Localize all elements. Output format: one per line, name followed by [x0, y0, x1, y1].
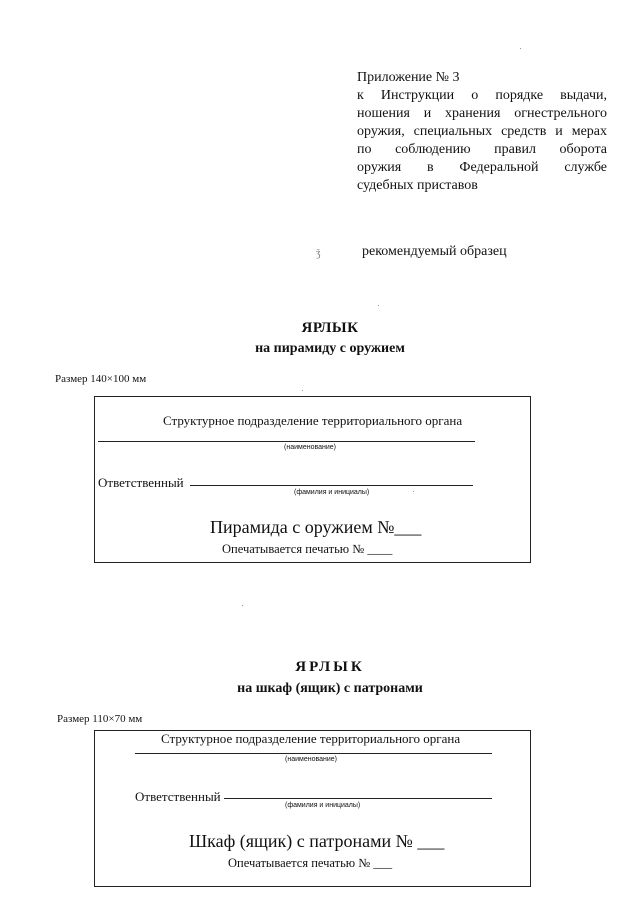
appendix-reference [357, 87, 607, 195]
sample-note: рекомендуемый образец [362, 244, 507, 259]
pyramid-number-text: Пирамида с оружием №___ [210, 517, 422, 537]
responsible-caption: (фамилия и инициалы) [294, 489, 370, 496]
appendix-line: ношения и хранения огнестрельного [357, 106, 607, 121]
scan-speck [302, 390, 303, 391]
label-cabinet-title: ЯРЛЫК [295, 659, 365, 675]
scan-speck [378, 305, 379, 306]
appendix-line: к Инструкции о порядке выдачи, [357, 88, 607, 103]
label-pyramid-subtitle: на пирамиду с оружием [255, 341, 405, 356]
cabinet-number-text: Шкаф (ящик) с патронами № ___ [189, 831, 445, 851]
org-unit-text: Структурное подразделение территориального органа [161, 731, 461, 746]
responsible-line [190, 485, 473, 486]
label-pyramid-size: Размер 140×100 мм [55, 373, 147, 385]
seal-number-text: Опечатывается печатью № ____ [222, 542, 393, 556]
responsible-caption: (фамилия и инициалы) [285, 802, 361, 809]
appendix-title: Приложение № 3 [357, 70, 460, 85]
responsible-label: Ответственный [135, 789, 221, 804]
scan-speck [413, 491, 414, 492]
scan-speck [520, 48, 521, 49]
org-name-caption: (наименование) [284, 444, 336, 451]
label-pyramid-box [94, 396, 531, 563]
appendix-line: по соблюдению правил оборота [357, 142, 607, 157]
label-cabinet-box [94, 730, 531, 887]
org-unit-text: Структурное подразделение территориального органа [163, 413, 463, 428]
label-cabinet-subtitle: на шкаф (ящик) с патронами [237, 681, 423, 696]
responsible-label: Ответственный [98, 475, 184, 490]
appendix-line: оружия, специальных средств и мерах [357, 124, 607, 139]
org-name-line [135, 753, 492, 754]
scan-speck [242, 605, 243, 606]
label-cabinet-size: Размер 110×70 мм [57, 713, 143, 725]
seal-number-text: Опечатывается печатью № ___ [228, 856, 393, 870]
appendix-line: судебных приставов [357, 178, 478, 193]
org-name-line [98, 441, 475, 442]
label-pyramid-title: ЯРЛЫК [301, 320, 359, 336]
scan-mark: ǯ [316, 248, 321, 259]
responsible-line [224, 798, 492, 799]
appendix-line: оружия в Федеральной службе [357, 160, 607, 175]
org-name-caption: (наименование) [285, 756, 337, 763]
